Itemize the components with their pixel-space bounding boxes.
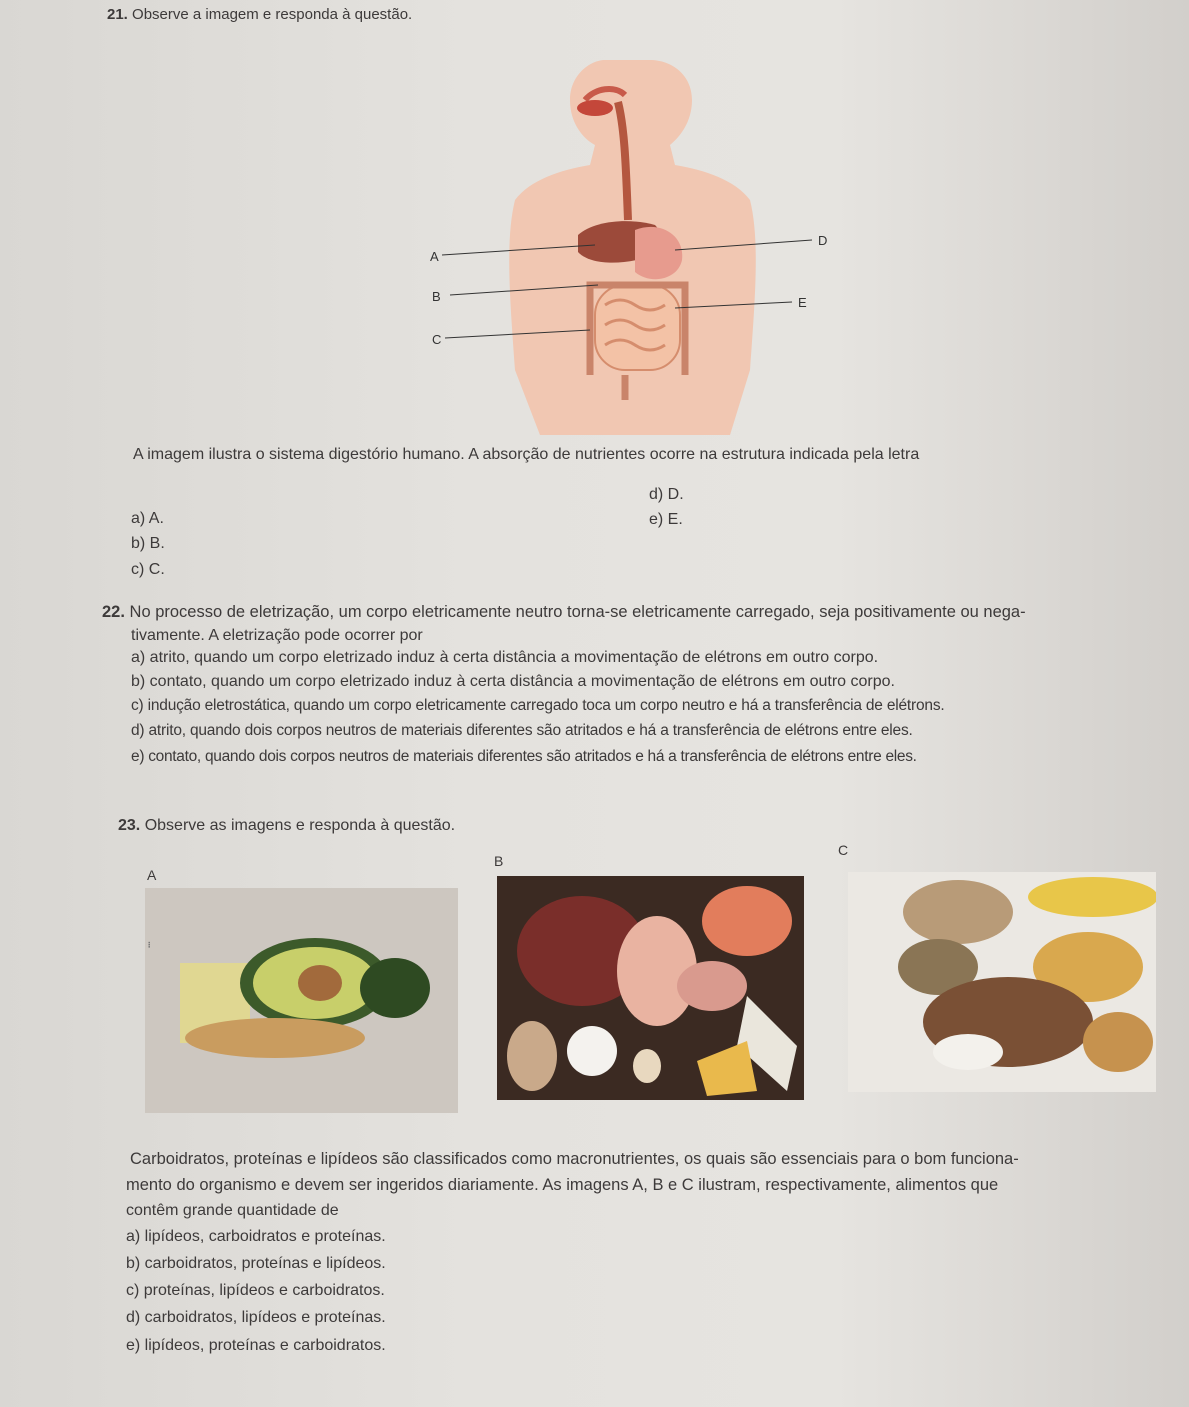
- q22-stem-text: No processo de eletrização, um corpo eletricamente neutro torna-se eletricamente carregado, seja positivamente ou nega-: [129, 603, 1026, 621]
- q22-option-e[interactable]: e) contato, quando dois corpos neutros de materiais diferentes são atritados e há a transferência de elétrons entre eles.: [131, 748, 917, 765]
- q22-number: 22.: [102, 603, 125, 621]
- avocado-pit: [298, 965, 342, 1001]
- salmon-fillet: [702, 886, 792, 956]
- q23-stem-line1: Carboidratos, proteínas e lipídeos são classificados como macronutrientes, os quais são essenciais para o bom funciona-: [130, 1150, 1019, 1168]
- q23-option-b[interactable]: b) carboidratos, proteínas e lipídeos.: [126, 1255, 386, 1272]
- food-image-c: [848, 872, 1156, 1092]
- q23-number: 23.: [118, 817, 141, 834]
- q21-number: 21.: [107, 6, 128, 23]
- nuts-pile: [185, 1018, 365, 1058]
- q22-option-a[interactable]: a) atrito, quando um corpo eletrizado induz à certa distância a movimentação de elétrons em outro corpo.: [131, 649, 879, 666]
- q23-title: [118, 817, 455, 835]
- food-image-a: [145, 888, 458, 1113]
- q22-option-b[interactable]: b) contato, quando um corpo eletrizado induz à certa distância a movimentação de elétrons em outro corpo.: [131, 673, 895, 690]
- q21-option-e[interactable]: e) E.: [649, 511, 683, 528]
- image-label-a: A: [147, 867, 157, 883]
- q23-option-d[interactable]: d) carboidratos, lipídeos e proteínas.: [126, 1309, 386, 1326]
- rolls: [1083, 1012, 1153, 1072]
- q22-option-c[interactable]: c) indução eletrostática, quando um corpo eletricamente carregado toca um corpo neutro e há a transferência de elétrons.: [131, 697, 945, 714]
- bananas: [1028, 877, 1156, 917]
- figure-label-e: E: [798, 295, 807, 310]
- q22-stem-line2: tivamente. A eletrização pode ocorrer por: [131, 627, 423, 644]
- food-image-b: [497, 876, 804, 1100]
- q23-option-e[interactable]: e) lipídeos, proteínas e carboidratos.: [126, 1337, 386, 1354]
- rice-bowl: [933, 1034, 1003, 1070]
- figure-label-d: D: [818, 233, 828, 248]
- q21-title-text: Observe a imagem e responda à questão.: [132, 6, 413, 23]
- mouth: [577, 100, 613, 116]
- avocado-slice: [360, 958, 430, 1018]
- food-image-a-drawing: [145, 888, 458, 1113]
- figure-label-c: C: [432, 332, 442, 347]
- egg: [633, 1049, 661, 1083]
- q21-option-d[interactable]: d) D.: [649, 486, 684, 503]
- food-image-c-drawing: [848, 872, 1156, 1092]
- image-label-c: C: [838, 842, 849, 858]
- figure-label-b: B: [432, 289, 441, 304]
- photo-credit-a: ▪▪▪: [147, 941, 153, 948]
- q23-stem-line3: contêm grande quantidade de: [126, 1202, 339, 1219]
- food-image-b-drawing: [497, 876, 804, 1100]
- q22-stem-line1: [102, 603, 1026, 622]
- q21-option-a[interactable]: a) A.: [131, 510, 164, 527]
- sliced-meat: [677, 961, 747, 1011]
- q21-stem: A imagem ilustra o sistema digestório humano. A absorção de nutrientes ocorre na estrutura indicada pela letra: [133, 446, 920, 463]
- grain-bowl: [903, 880, 1013, 944]
- q23-option-a[interactable]: a) lipídeos, carboidratos e proteínas.: [126, 1228, 386, 1245]
- ginger-root: [507, 1021, 557, 1091]
- q21-option-c[interactable]: c) C.: [131, 561, 165, 578]
- q22-option-d[interactable]: d) atrito, quando dois corpos neutros de materiais diferentes são atritados e há a transferência de elétrons entre eles.: [131, 722, 913, 739]
- q23-stem-line2: mento do organismo e devem ser ingeridos diariamente. As imagens A, B e C ilustram, respectivamente, alimentos que: [126, 1176, 999, 1194]
- digestive-system-figure: [420, 40, 840, 435]
- image-label-b: B: [494, 853, 504, 869]
- milk-bowl: [567, 1026, 617, 1076]
- q23-option-c[interactable]: c) proteínas, lipídeos e carboidratos.: [126, 1282, 385, 1299]
- q21-option-b[interactable]: b) B.: [131, 535, 165, 552]
- q21-title: [107, 6, 412, 23]
- figure-label-a: A: [430, 249, 439, 264]
- q23-title-text: Observe as imagens e responda à questão.: [144, 817, 456, 834]
